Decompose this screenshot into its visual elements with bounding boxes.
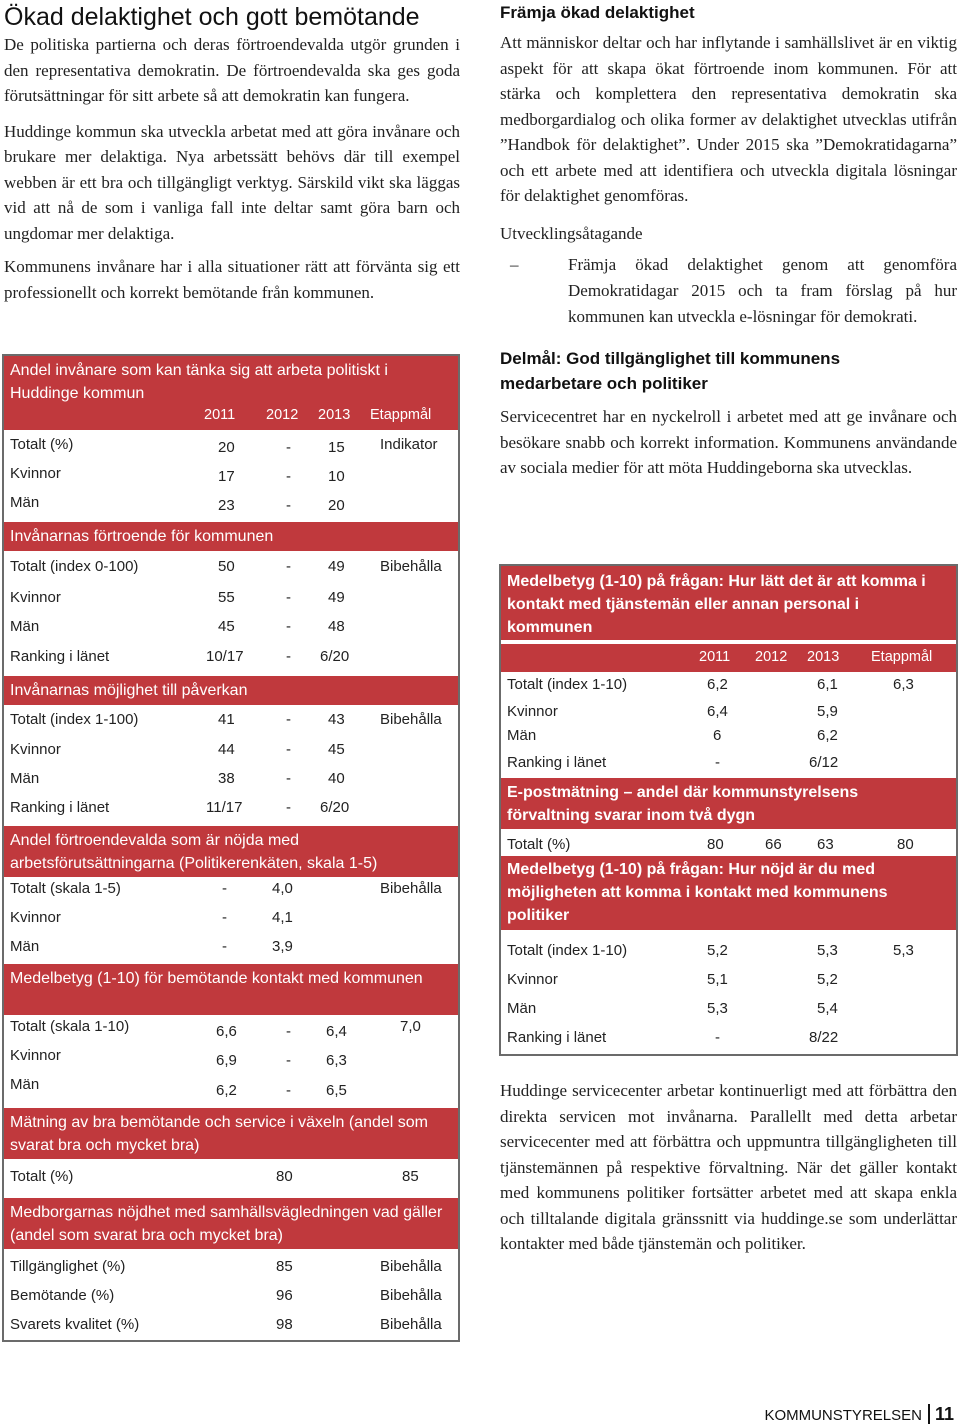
- header-2012: 2012: [755, 649, 788, 665]
- page-number: 11: [928, 1404, 954, 1424]
- section-heading: Medelbetyg (1-10) på frågan: Hur lätt det är att komma i kontakt med tjänstemän eller annan personal i kommunen: [501, 566, 956, 640]
- table-row: Män 38 - 40: [10, 770, 345, 787]
- table-row: Totalt (%) 80 85: [10, 1168, 419, 1185]
- service-center-followup-paragraph: Huddinge servicecenter arbetar kontinuerligt med att förbättra den direkta servicen mot invånarna. Parallellt med detta arbetar servicecenter med att förbättra och uppmuntra tillgängligheten till tjänstemännen på respektive förvaltning. När det gäller kontakt med kommunens politiker fortsätter arbetet med att skapa enkla och tilltalande digitala gränssnitt via huddinge.se som underlättar kontakter med både tjänstemän och politiker.: [500, 1081, 957, 1253]
- table-row: Totalt (%) 80 66 63 80: [507, 836, 914, 853]
- indicator-table-right: [499, 564, 958, 1056]
- section-heading: Invånarnas möjlighet till påverkan: [4, 676, 458, 705]
- section-heading: Andel förtroendevalda som är nöjda med arbetsförutsättningarna (Politikerenkäten, skala 1-5): [4, 826, 458, 877]
- table-row: Kvinnor 6,9 - 6,3: [10, 1047, 347, 1069]
- commitment-label: Utvecklingsåtagande: [500, 223, 643, 243]
- intro-paragraph-3: Kommunens invånare har i alla situationer rätt att förvänta sig ett professionellt och korrekt bemötande från kommunen.: [4, 257, 460, 302]
- goal-heading: Delmål: God tillgänglighet till kommunens medarbetare och politiker: [500, 349, 841, 393]
- table-section: [4, 356, 458, 407]
- table-row: Ranking i länet - 8/22: [507, 1029, 839, 1046]
- indicator-table-left: [2, 354, 460, 1342]
- section-heading: Mätning av bra bemötande och service i växeln (andel som svarat bra och mycket bra): [4, 1108, 458, 1159]
- table-row: Totalt (%) 20 - 15 Indikator: [10, 436, 438, 456]
- header-2011: 2011: [204, 407, 236, 423]
- bullet-dash: –: [510, 255, 519, 274]
- participation-paragraph: Att människor deltar och har inflytande i samhällslivet är en viktig aspekt för att skapa ökat förtroende inom kommunen. För att stärka och komplettera den representativa demokratin ska medborgardialog och olika former av delaktighet utvecklas utifrån ”Handbok för delaktighet”. Under 2015 ska ”Demokratidagarna” och ett arbete med att identifiera och utveckla digitala lösningar för delaktighet genomföras.: [500, 33, 957, 205]
- table-row: Totalt (skala 1-10) 6,6 - 6,4 7,0: [10, 1018, 421, 1040]
- table-row: Ranking i länet 11/17 - 6/20: [10, 799, 350, 816]
- section-heading: Medelbetyg (1-10) på frågan: Hur nöjd är du med möjligheten att komma i kontakt med kommunens politiker: [501, 856, 956, 930]
- header-target: Etappmål: [370, 407, 432, 423]
- table-row: Kvinnor 5,1 5,2: [507, 971, 838, 988]
- table-row: Kvinnor 44 - 45: [10, 741, 345, 758]
- table-row: Ranking i länet 10/17 - 6/20: [10, 648, 350, 665]
- page-title: Ökad delaktighet och gott bemötande: [4, 3, 420, 31]
- left-column: [4, 0, 460, 315]
- intro-paragraph-2: Huddinge kommun ska utveckla arbetat med att göra invånare och brukare mer delaktiga. Nya arbetssätt behövs där till exempel webben är ett bra och tillgängligt verktyg. Särskild vikt ska läggas vid att nå de som i vanliga fall inte deltar samt göra barn och ungdomar mer delaktiga.: [4, 121, 460, 243]
- table-row: Män 6,2 - 6,5: [10, 1076, 347, 1099]
- table-row: Svarets kvalitet (%) 98 Bibehålla: [10, 1316, 442, 1333]
- table-row: Kvinnor - 4,1: [10, 909, 293, 926]
- header-2012: 2012: [266, 407, 299, 423]
- section-heading: Invånarnas förtroende för kommunen: [4, 522, 458, 551]
- header-2013: 2013: [807, 649, 840, 665]
- table-row: Bemötande (%) 96 Bibehålla: [10, 1287, 442, 1304]
- table-row: Totalt (index 1-10) 6,2 6,1 6,3: [507, 676, 914, 693]
- section-heading: Andel invånare som kan tänka sig att arbeta politiskt i Huddinge kommun: [4, 356, 458, 407]
- table-row: Män 6 6,2: [507, 727, 838, 744]
- commitment-text: Främja ökad delaktighet genom att genomföra Demokratidagar 2015 och ta fram förslag på hur kommunen kan utveckla e-lösningar för demokrati.: [568, 255, 957, 326]
- table-row: Totalt (index 1-10) 5,2 5,3 5,3: [507, 942, 914, 959]
- table-row: Totalt (skala 1-5) - 4,0 Bibehålla: [10, 880, 442, 897]
- table-row: Ranking i länet - 6/12: [507, 754, 839, 771]
- table-row: Män - 3,9: [10, 938, 293, 955]
- section-heading: E-postmätning – andel där kommunstyrelsens förvaltning svarar inom två dygn: [501, 778, 956, 829]
- page-footer: [764, 1404, 954, 1425]
- section-heading: Medborgarnas nöjdhet med samhällsvägledningen vad gäller (andel som svarat bra och mycket bra): [4, 1198, 458, 1249]
- table-row: Kvinnor 17 - 10: [10, 465, 345, 485]
- table-row: Män 23 - 20: [10, 494, 345, 514]
- year-header-row: [4, 403, 458, 430]
- service-center-paragraph: Servicecentret har en nyckelroll i arbetet med att ge invånare och besökare snabb och korrekt information. Kommunens användande av sociala medier för att möta Huddingeborna ska utvecklas.: [500, 407, 957, 477]
- table-row: Män 45 - 48: [10, 618, 345, 635]
- table-row: Tillgänglighet (%) 85 Bibehålla: [10, 1258, 442, 1275]
- intro-paragraph-1: De politiska partierna och deras förtroendevalda utgör grunden i den representativa demokratin. De förtroendevalda ska ges goda förutsättningar för sitt arbete så att demokratin kan fungera.: [4, 35, 460, 105]
- right-column: [500, 0, 957, 491]
- commitment-bullet: [500, 252, 957, 330]
- header-target: Etappmål: [871, 649, 933, 665]
- table-row: Totalt (index 1-100) 41 - 43 Bibehålla: [10, 711, 442, 728]
- header-2013: 2013: [318, 407, 351, 423]
- table-row: Kvinnor 6,4 5,9: [507, 703, 838, 720]
- table-row: Män 5,3 5,4: [507, 1000, 838, 1017]
- header-2011: 2011: [699, 649, 731, 665]
- section-heading-participation: Främja ökad delaktighet: [500, 3, 695, 22]
- year-header-row: [501, 644, 956, 672]
- section-heading: Medelbetyg (1-10) för bemötande kontakt med kommunen: [4, 964, 458, 1015]
- table-row: Totalt (index 0-100) 50 - 49 Bibehålla: [10, 558, 442, 575]
- table-row: Kvinnor 55 - 49: [10, 589, 345, 606]
- footer-label: KOMMUNSTYRELSEN: [764, 1407, 922, 1424]
